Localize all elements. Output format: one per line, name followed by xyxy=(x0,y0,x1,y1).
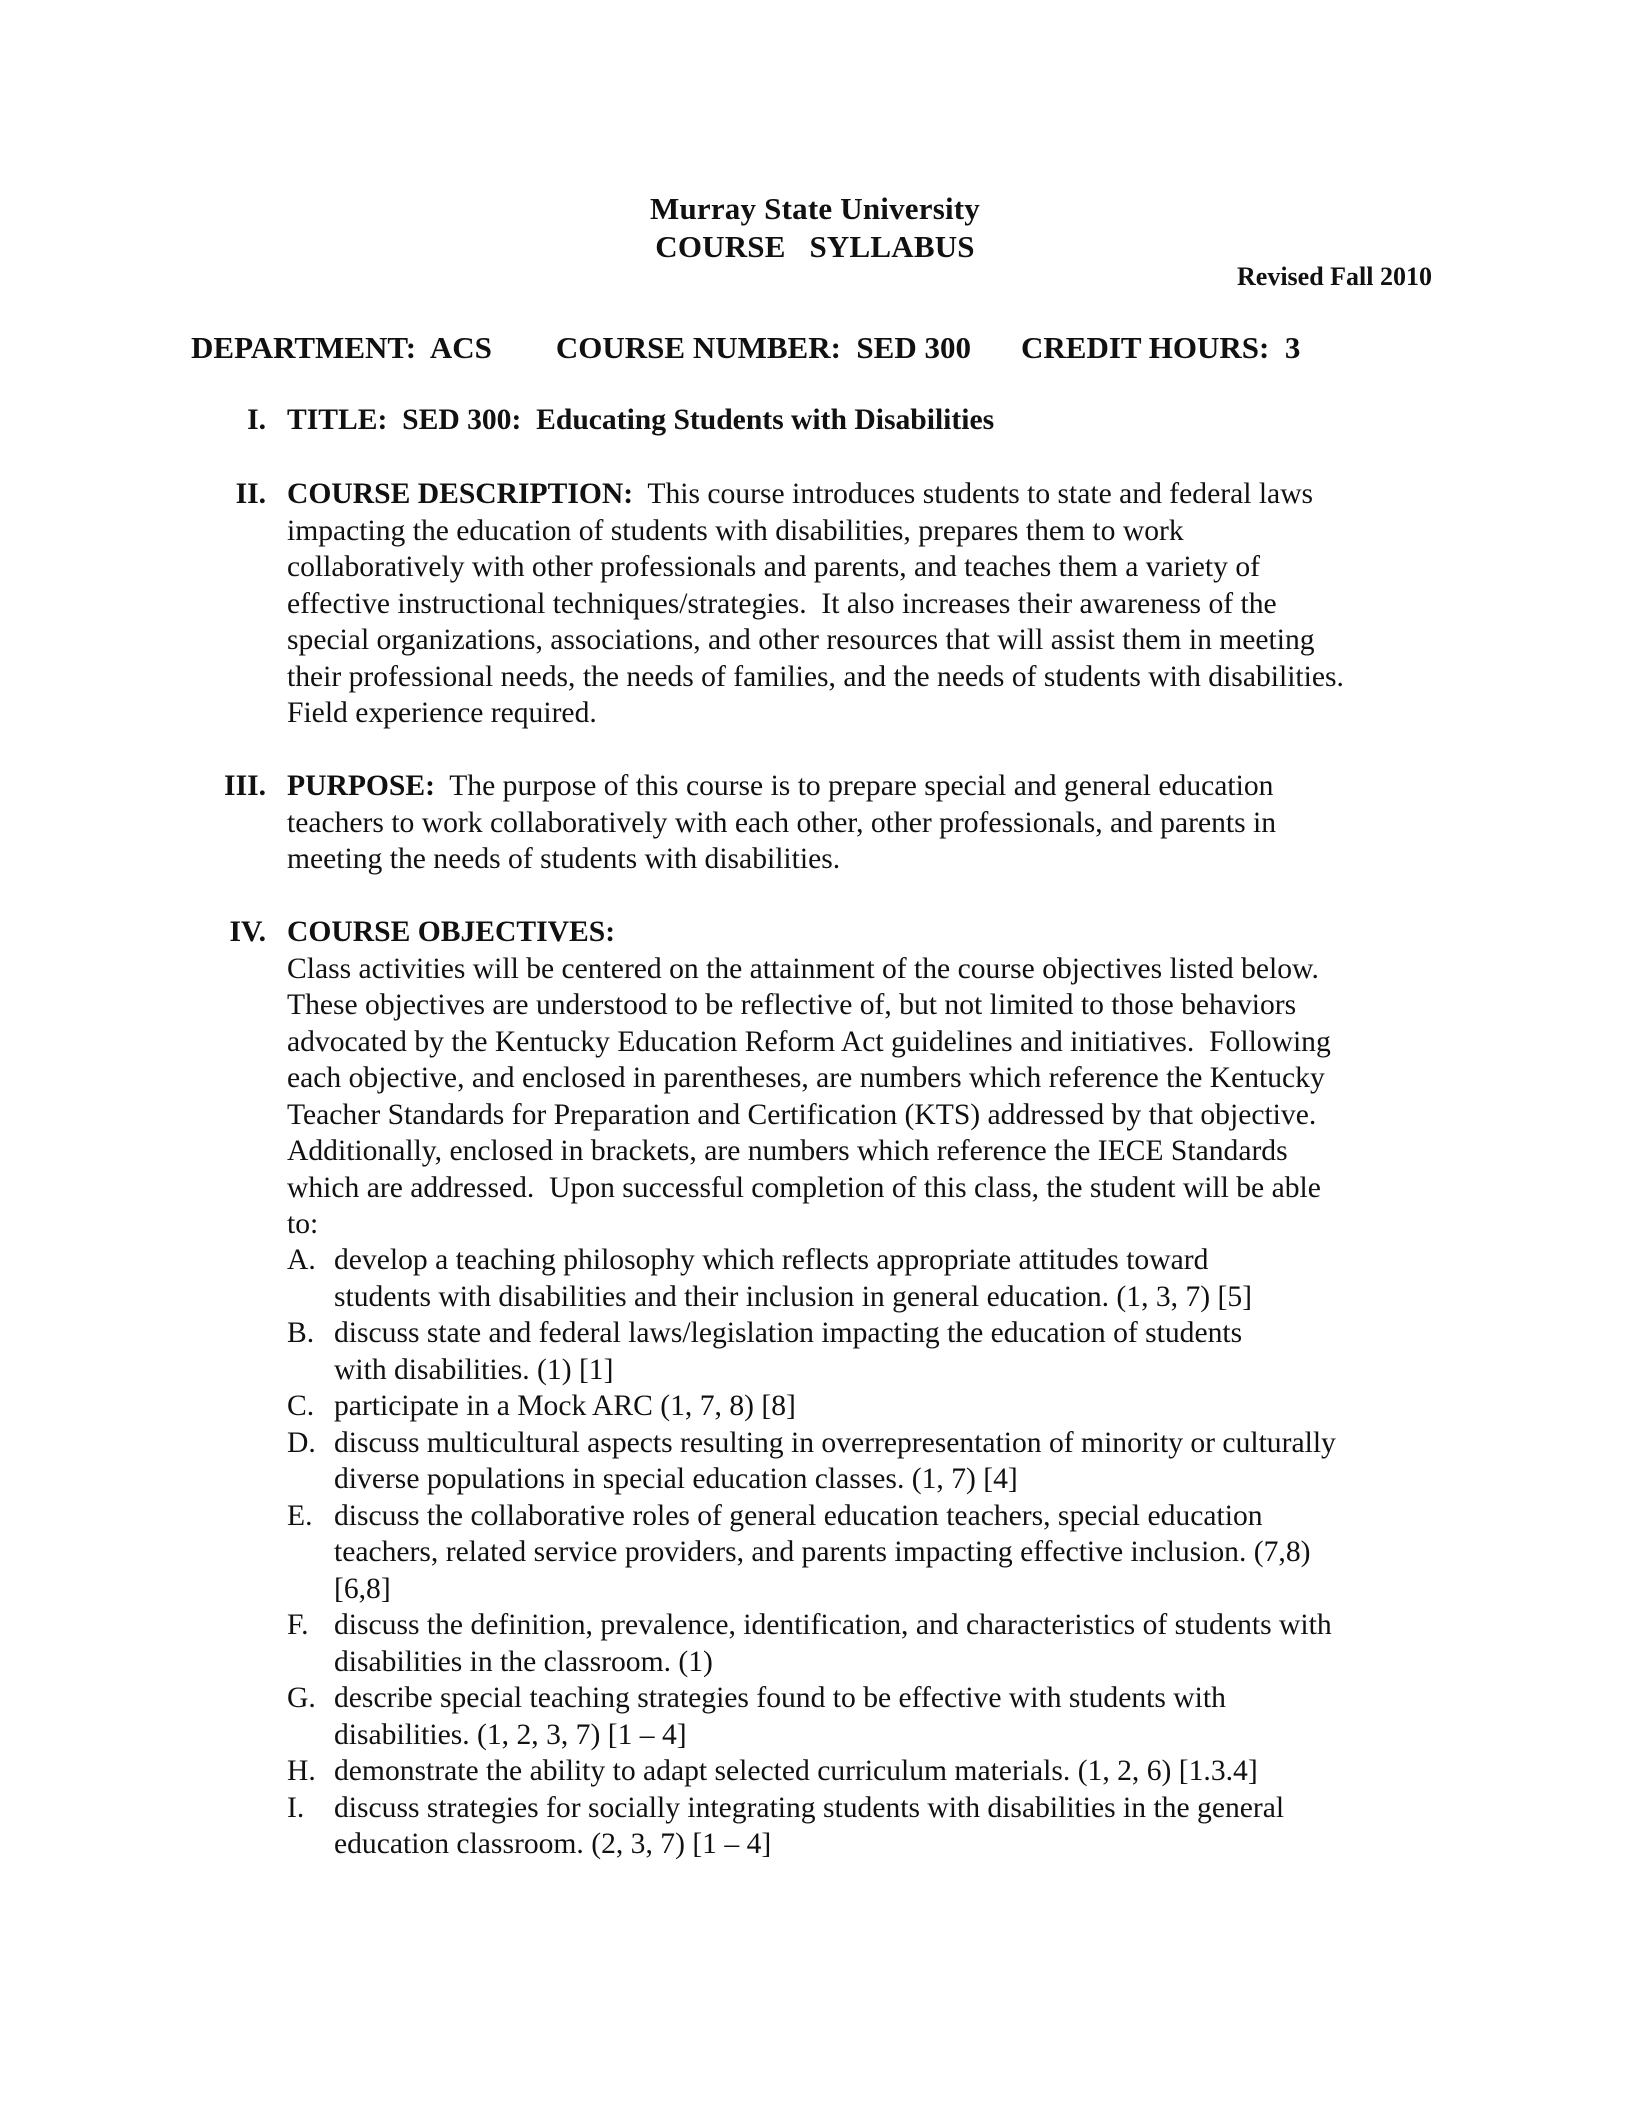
objective-letter: C. xyxy=(287,1390,315,1422)
objective-line: teachers, related service providers, and parents impacting effective inclusion. (7,8) xyxy=(334,1536,1311,1568)
objective-letter: E. xyxy=(287,1499,313,1532)
objective-line: [6,8] xyxy=(334,1572,391,1605)
objective-letter: H. xyxy=(287,1755,316,1787)
department-label: DEPARTMENT: ACS xyxy=(191,330,492,365)
objective-item xyxy=(287,1790,1487,1863)
objective-line: education classroom. (2, 3, 7) [1 – 4] xyxy=(334,1828,772,1860)
objective-item xyxy=(287,1425,1487,1498)
section-numeral: IV. xyxy=(229,916,266,948)
description-line: special organizations, associations, and other resources that will assist them in meeting xyxy=(287,624,1315,656)
objective-letter: F. xyxy=(287,1609,309,1641)
objective-line: demonstrate the ability to adapt selected curriculum materials. (1, 2, 6) [1.3.4] xyxy=(334,1755,1258,1787)
objective-line: develop a teaching philosophy which reflects appropriate attitudes toward xyxy=(334,1244,1209,1276)
objectives-intro-line: Class activities will be centered on the attainment of the course objectives listed below. xyxy=(287,952,1319,985)
section-label: COURSE DESCRIPTION: xyxy=(287,478,634,510)
description-line: their professional needs, the needs of families, and the needs of students with disabilities. xyxy=(287,660,1344,693)
section-numeral: II. xyxy=(235,478,266,510)
description-line: This course introduces students to state and federal laws xyxy=(647,478,1314,510)
credit-hours-label: CREDIT HOURS: 3 xyxy=(1021,330,1301,365)
objective-line: discuss state and federal laws/legislation impacting the education of students xyxy=(334,1317,1243,1349)
purpose-line: teachers to work collaboratively with each other, other professionals, and parents in xyxy=(287,806,1277,839)
section-label: COURSE OBJECTIVES: xyxy=(287,916,616,948)
objective-item xyxy=(287,1680,1487,1753)
objective-item xyxy=(287,1388,1487,1425)
objectives-intro-line: which are addressed. Upon successful completion of this class, the student will be able xyxy=(287,1171,1321,1204)
objective-line: discuss strategies for socially integrating students with disabilities in the general xyxy=(334,1791,1285,1824)
objective-line: disabilities in the classroom. (1) xyxy=(334,1645,713,1678)
objective-letter: I. xyxy=(287,1791,305,1824)
objective-line: with disabilities. (1) [1] xyxy=(334,1353,614,1386)
objective-line: discuss the collaborative roles of general education teachers, special education xyxy=(334,1499,1263,1532)
objective-item xyxy=(287,1242,1487,1315)
university-name: Murray State University xyxy=(649,191,981,226)
description-line: collaboratively with other professionals and parents, and teaches them a variety of xyxy=(287,551,1260,583)
objective-item xyxy=(287,1315,1487,1388)
objective-letter: B. xyxy=(287,1317,315,1349)
section-numeral: I. xyxy=(247,404,266,436)
document-header xyxy=(0,190,1640,266)
section-title-text: TITLE: SED 300: Educating Students with Disabilities xyxy=(287,404,995,436)
objectives-intro-line: These objectives are understood to be reflective of, but not limited to those behaviors xyxy=(287,989,1297,1021)
document-type: COURSE SYLLABUS xyxy=(655,229,975,264)
purpose-line: meeting the needs of students with disabilities. xyxy=(287,843,841,875)
course-info-row xyxy=(191,329,1300,367)
description-line: Field experience required. xyxy=(287,697,597,729)
objectives-intro-line: Additionally, enclosed in brackets, are numbers which reference the IECE Standards xyxy=(287,1135,1288,1167)
objective-line: disabilities. (1, 2, 3, 7) [1 – 4] xyxy=(334,1718,687,1751)
objective-letter: G. xyxy=(287,1682,316,1714)
description-line: impacting the education of students with disabilities, prepares them to work xyxy=(287,514,1184,547)
objectives-intro-line: to: xyxy=(287,1208,319,1240)
objective-line: discuss multicultural aspects resulting in overrepresentation of minority or culturally xyxy=(334,1426,1336,1459)
objective-letter: A. xyxy=(287,1244,316,1276)
objectives-list xyxy=(287,1242,1487,1863)
objective-letter: D. xyxy=(287,1426,316,1459)
objective-item xyxy=(287,1607,1487,1680)
objective-line: participate in a Mock ARC (1, 7, 8) [8] xyxy=(334,1390,796,1422)
objective-item xyxy=(287,1753,1487,1790)
objectives-intro-line: advocated by the Kentucky Education Reform Act guidelines and initiatives. Following xyxy=(287,1025,1331,1058)
objectives-intro-line: Teacher Standards for Preparation and Certification (KTS) addressed by that objective. xyxy=(287,1098,1317,1131)
objective-line: students with disabilities and their inclusion in general education. (1, 3, 7) [5] xyxy=(334,1280,1253,1313)
section-label: PURPOSE: xyxy=(287,770,435,802)
objective-item xyxy=(287,1498,1487,1608)
description-line: effective instructional techniques/strategies. It also increases their awareness of the xyxy=(287,587,1277,620)
objectives-intro-line: each objective, and enclosed in parentheses, are numbers which reference the Kentucky xyxy=(287,1062,1325,1094)
section-numeral: III. xyxy=(224,770,266,802)
objective-line: diverse populations in special education classes. (1, 7) [4] xyxy=(334,1463,1018,1495)
objective-line: discuss the definition, prevalence, identification, and characteristics of students with xyxy=(334,1609,1332,1641)
revision-note: Revised Fall 2010 xyxy=(1237,262,1432,291)
course-number-label: COURSE NUMBER: SED 300 xyxy=(555,330,971,365)
purpose-line: The purpose of this course is to prepare special and general education xyxy=(449,770,1274,802)
objective-line: describe special teaching strategies found to be effective with students with xyxy=(334,1682,1226,1714)
